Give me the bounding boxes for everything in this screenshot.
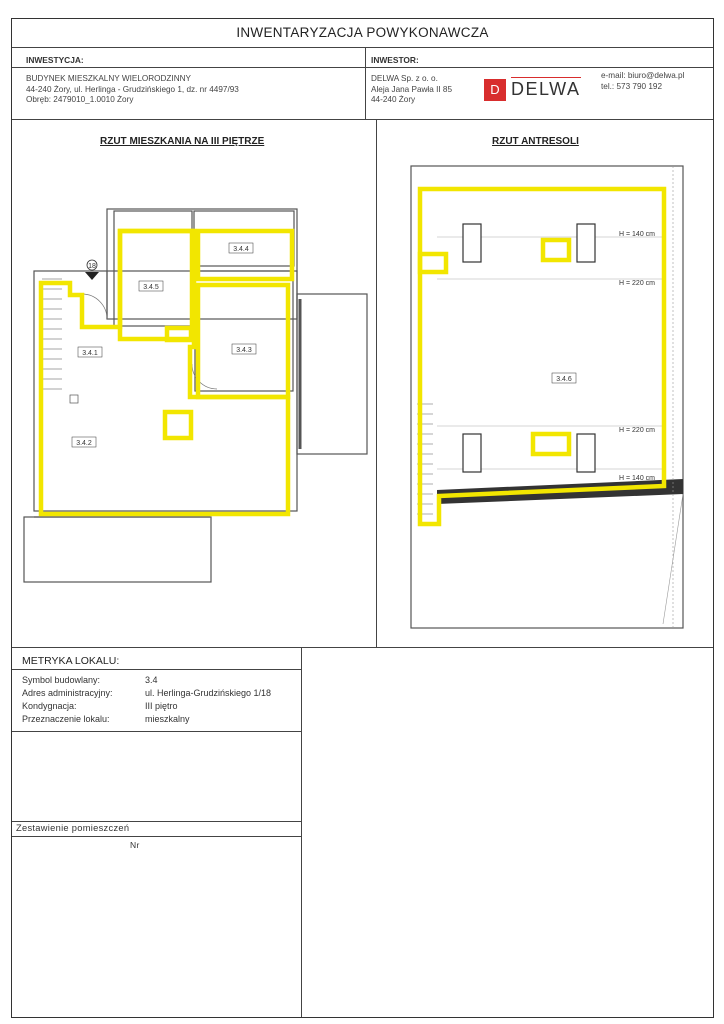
investment-line: 44-240 Żory, ul. Herlinga - Grudzińskiego 1, dz. nr 4497/93 (26, 84, 239, 94)
metric-label: Przeznaczenie lokalu: (22, 714, 110, 724)
drawing-sheet (11, 18, 714, 1018)
metric-label: Kondygnacja: (22, 701, 77, 711)
room-tag: 3.4.6 (556, 376, 572, 383)
metrics-labels (22, 674, 113, 726)
metric-value: ul. Herlinga-Grudzińskiego 1/18 (145, 688, 272, 698)
mezzanine-floor-plan (407, 164, 692, 634)
contact-phone: tel.: 573 790 192 (601, 81, 663, 91)
delwa-logo-icon: D (484, 79, 506, 101)
contact-email: e-mail: biuro@delwa.pl (601, 71, 685, 80)
investor-line: Aleja Jana Pawła II 85 (371, 84, 453, 94)
investment-line: BUDYNEK MIESZKALNY WIELORODZINNY (26, 74, 191, 83)
metric-value: III piętro (145, 701, 178, 711)
divider (12, 647, 713, 648)
entry-marker-label: 18 (88, 263, 96, 270)
room-tag: 3.4.4 (233, 246, 249, 253)
metric-label: Symbol budowlany: (22, 675, 101, 685)
investor-line: DELWA Sp. z o. o. (371, 74, 438, 83)
entry-arrow-icon (85, 272, 99, 280)
divider (12, 119, 713, 120)
metric-value: mieszkalny (145, 714, 190, 724)
apartment-plan-title: RZUT MIESZKANIA NA III PIĘTRZE (100, 136, 265, 147)
contact-block (601, 71, 684, 92)
divider (12, 731, 301, 732)
room-tag: 3.4.1 (82, 350, 98, 357)
delwa-logo-text: DELWA (511, 79, 581, 99)
height-label: H = 220 cm (619, 280, 655, 287)
room-tag: 3.4.2 (76, 440, 92, 447)
divider (301, 647, 302, 1017)
investment-address (26, 74, 239, 106)
investor-label: INWESTOR: (371, 55, 419, 65)
investor-line: 44-240 Żory (371, 95, 416, 104)
rooms-table (12, 821, 301, 1017)
divider (365, 47, 366, 119)
divider (12, 669, 301, 670)
room-tag: 3.4.5 (143, 284, 159, 291)
col-nr: Nr (130, 840, 140, 850)
divider (12, 67, 713, 68)
metrics-values (145, 674, 271, 726)
mezzanine-plan-title: RZUT ANTRESOLI (492, 136, 579, 147)
room-tag: 3.4.3 (236, 347, 252, 354)
investment-label: INWESTYCJA: (26, 55, 84, 65)
height-label: H = 220 cm (619, 427, 655, 434)
metric-label: Adres administracyjny: (22, 688, 113, 698)
investor-address (371, 74, 452, 106)
height-label: H = 140 cm (619, 231, 655, 238)
height-label: H = 140 cm (619, 475, 655, 482)
apartment-floor-plan (12, 199, 372, 599)
table-caption: Zestawienie pomieszczeń (16, 823, 130, 833)
investment-line: Obręb: 2479010_1.0010 Żory (26, 95, 134, 104)
metric-value: 3.4 (145, 675, 158, 685)
metrics-heading: METRYKA LOKALU: (22, 655, 120, 667)
divider (12, 47, 713, 48)
document-title: INWENTARYZACJA POWYKONAWCZA (236, 25, 489, 40)
divider (376, 119, 377, 647)
